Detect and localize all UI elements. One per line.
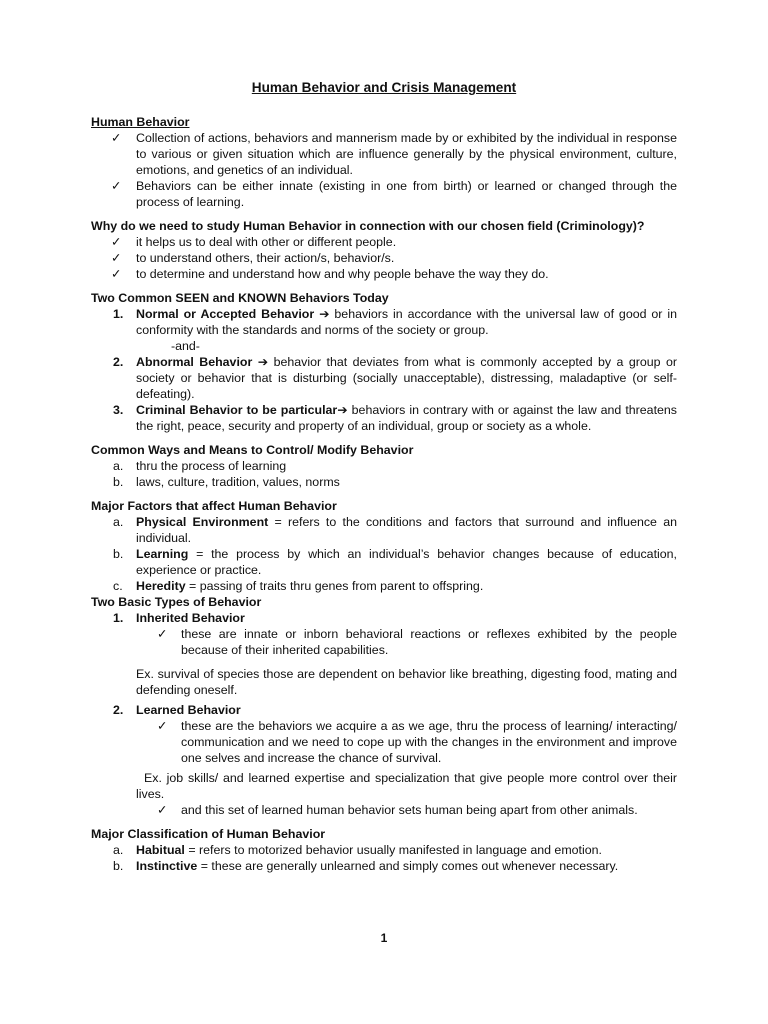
list-item: a. Physical Environment = refers to the conditions and factors that surround and influence an individual. — [113, 515, 677, 545]
arrow-icon: ➔ — [319, 307, 330, 321]
and-separator: -and- — [171, 339, 200, 353]
section-heading-basic-types: Two Basic Types of Behavior — [91, 595, 262, 609]
learned-behavior-heading: 2. Learned Behavior — [113, 703, 241, 717]
major-classification-list — [91, 842, 677, 874]
list-item: b. laws, culture, tradition, values, norms — [113, 475, 340, 489]
list-item: b. Instinctive = these are generally unlearned and simply comes out whenever necessary. — [113, 859, 619, 873]
list-item: 2. Abnormal Behavior ➔ behavior that deviates from what is commonly accepted by a group or society or behavior that is disturbing (socially unacceptable), distressing, maladaptive (or self-defeating). — [113, 355, 677, 401]
check-icon: ✓ — [111, 235, 122, 249]
list-item: c. Heredity = passing of traits thru genes from parent to offspring. — [113, 579, 484, 593]
document-body — [91, 114, 677, 874]
learned-example: Ex. job skills/ and learned expertise and specialization that give people more control over their lives. — [136, 771, 677, 801]
page-number: 1 — [380, 931, 388, 945]
check-icon: ✓ — [111, 179, 122, 193]
page-title: Human Behavior and Crisis Management — [251, 80, 517, 95]
list-item: a. thru the process of learning — [113, 459, 287, 473]
check-icon: ✓ — [111, 251, 122, 265]
check-icon: ✓ — [157, 719, 168, 733]
list-item: ✓ to determine and understand how and why people behave the way they do. — [111, 267, 549, 281]
why-study-list — [91, 234, 677, 282]
list-item: b. Learning = the process by which an individual’s behavior changes because of education, experience or practice. — [113, 547, 677, 577]
list-item: ✓ to understand others, their action/s, behavior/s. — [111, 251, 395, 265]
section-heading-control-behavior: Common Ways and Means to Control/ Modify Behavior — [91, 443, 414, 457]
section-heading-why-study: Why do we need to study Human Behavior in connection with our chosen field (Criminology)? — [91, 219, 645, 233]
section-heading-human-behavior: Human Behavior — [91, 115, 190, 129]
common-behaviors-list-continued — [91, 354, 677, 434]
list-item: ✓ and this set of learned human behavior sets human being apart from other animals. — [157, 803, 638, 817]
list-item: ✓ these are innate or inborn behavioral reactions or reflexes exhibited by the people because of their inherited capabilities. — [157, 627, 677, 657]
section-heading-common-behaviors: Two Common SEEN and KNOWN Behaviors Today — [91, 291, 389, 305]
list-item: 1. Normal or Accepted Behavior ➔ behaviors in accordance with the universal law of good or in conformity with the standards and norms of the society or group. — [113, 307, 677, 337]
common-behaviors-list — [91, 306, 677, 338]
arrow-icon: ➔ — [337, 403, 348, 417]
major-factors-list — [91, 514, 677, 594]
check-icon: ✓ — [157, 803, 168, 817]
list-item: ✓ Collection of actions, behaviors and mannerism made by or exhibited by the individual in response to various or given situation which are influence generally by the physical environment, culture, emotions, and genetics of an individual. — [111, 131, 677, 177]
inherited-example: Ex. survival of species those are dependent on behavior like breathing, digesting food, mating and defending oneself. — [136, 667, 677, 697]
arrow-icon: ➔ — [257, 355, 269, 369]
list-item: a. Habitual = refers to motorized behavior usually manifested in language and emotion. — [113, 843, 602, 857]
check-icon: ✓ — [157, 627, 168, 641]
list-item: ✓ it helps us to deal with other or different people. — [111, 235, 397, 249]
list-item: 3. Criminal Behavior to be particular➔ behaviors in contrary with or against the law and threatens the right, peace, security and property of an individual, group or society as a whole. — [113, 403, 677, 433]
section-heading-major-factors: Major Factors that affect Human Behavior — [91, 499, 337, 513]
list-item: ✓ Behaviors can be either innate (existing in one from birth) or learned or changed through the process of learning. — [111, 179, 677, 209]
check-icon: ✓ — [111, 131, 122, 145]
list-item: ✓ these are the behaviors we acquire a as we age, thru the process of learning/ interacting/ communication and we need to cope up with the changes in the environment and improve one selves and increase the chance of survival. — [157, 719, 677, 765]
inherited-behavior-heading: 1. Inherited Behavior — [113, 611, 245, 625]
control-behavior-list — [91, 458, 677, 490]
section-heading-major-classification: Major Classification of Human Behavior — [91, 827, 326, 841]
check-icon: ✓ — [111, 267, 122, 281]
human-behavior-list — [91, 130, 677, 210]
